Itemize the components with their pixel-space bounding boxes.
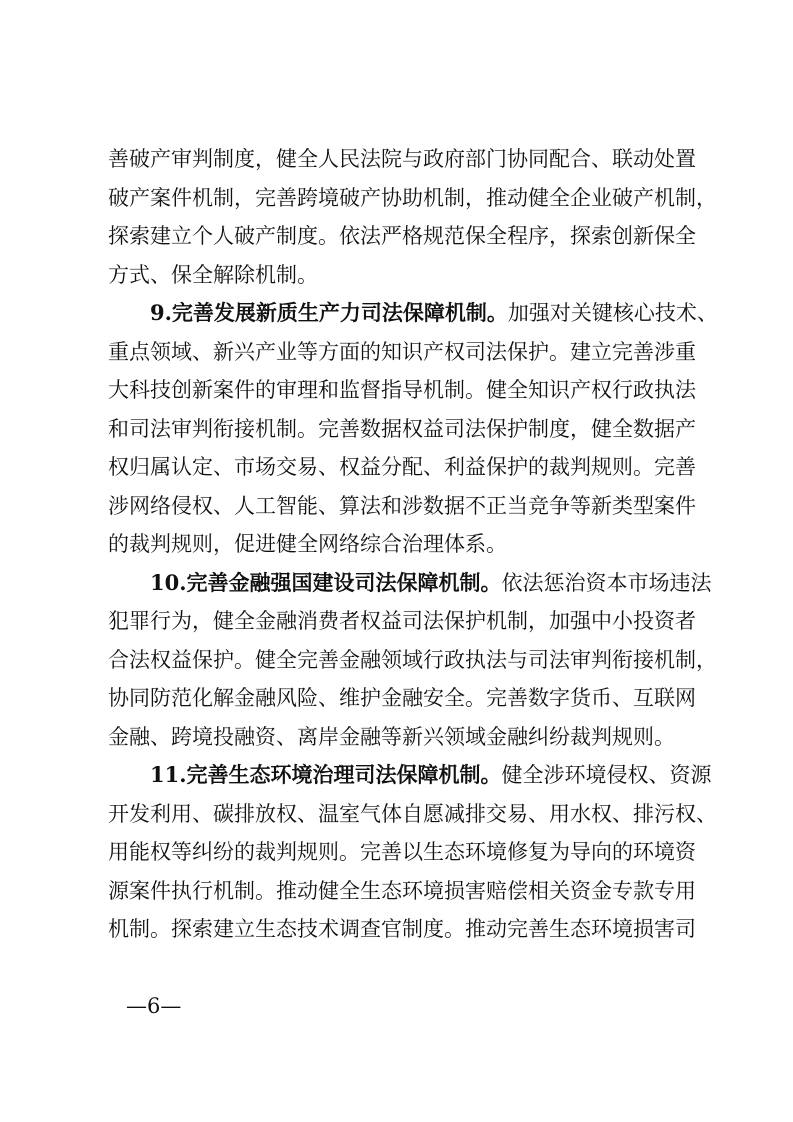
paragraph-item-9 xyxy=(108,294,718,564)
text-line: 重点领域、新兴产业等方面的知识产权司法保护。建立完善涉重 xyxy=(108,339,696,364)
text-line: 金融、跨境投融资、离岸金融等新兴领域金融纠纷裁判规则。 xyxy=(108,724,675,749)
text-line: 开发利用、碳排放权、温室气体自愿减排交易、用水权、排污权、 xyxy=(108,801,717,826)
text-line: 犯罪行为，健全金融消费者权益司法保护机制，加强中小投资者 xyxy=(108,609,696,633)
text-line xyxy=(108,294,718,333)
document-body xyxy=(108,140,718,949)
paragraph-heading: 11.完善生态环境治理司法保障机制。 xyxy=(150,762,502,787)
text-line: 协同防范化解金融风险、维护金融安全。完善数字货币、互联网 xyxy=(108,686,696,710)
paragraph-item-10 xyxy=(108,564,717,757)
text-line: 破产案件机制，完善跨境破产协助机制，推动健全企业破产机制， xyxy=(108,185,717,210)
text-line: 大科技创新案件的审理和监督指导机制。健全知识产权行政执法 xyxy=(108,378,696,402)
text-line: 合法权益保护。健全完善金融领域行政执法与司法审判衔接机制， xyxy=(108,647,717,672)
text-line: 探索建立个人破产制度。依法严格规范保全程序，探索创新保全 xyxy=(108,224,696,248)
paragraph-heading: 9.完善发展新质生产力司法保障机制。 xyxy=(150,300,508,325)
text-line-tail: 加强对关键核心技术、 xyxy=(507,301,718,325)
text-line: 源案件执行机制。推动健全生态环境损害赔偿相关资金专款专用 xyxy=(108,878,696,903)
text-line: 涉网络侵权、人工智能、算法和涉数据不正当竞争等新类型案件 xyxy=(108,493,696,518)
paragraph-heading: 10.完善金融强国建设司法保障机制。 xyxy=(150,569,502,595)
text-line xyxy=(108,756,712,795)
text-line: 用能权等纠纷的裁判规则。完善以生态环境修复为导向的环境资 xyxy=(108,840,696,864)
text-line: 和司法审判衔接机制。完善数据权益司法保护制度，健全数据产 xyxy=(108,416,696,441)
text-line: 方式、保全解除机制。 xyxy=(108,262,318,287)
text-line: 善破产审判制度，健全人民法院与政府部门协同配合、联动处置 xyxy=(108,147,696,171)
text-line-tail: 健全涉环境侵权、资源 xyxy=(501,763,712,787)
paragraph-item-11 xyxy=(108,756,717,949)
text-line xyxy=(108,564,712,603)
text-line: 的裁判规则，促进健全网络综合治理体系。 xyxy=(108,532,507,556)
page-number: —6— xyxy=(126,994,182,1018)
paragraph-continuation xyxy=(108,140,717,294)
text-line: 机制。探索建立生态技术调查官制度。推动完善生态环境损害司 xyxy=(108,917,696,941)
text-line-tail: 依法惩治资本市场违法 xyxy=(501,570,712,595)
text-line: 权归属认定、市场交易、权益分配、利益保护的裁判规则。完善 xyxy=(108,455,696,479)
